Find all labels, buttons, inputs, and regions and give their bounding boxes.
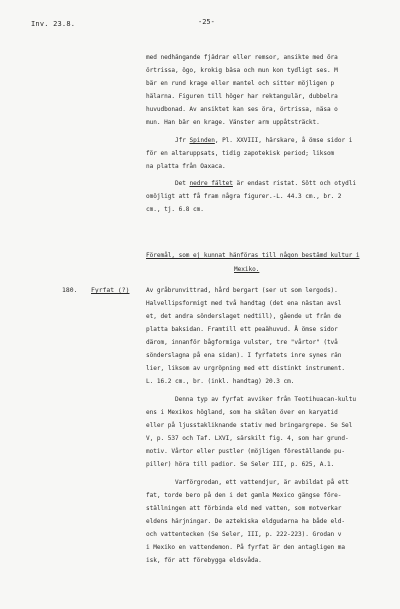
text-line: Denna typ av fyrfat avviker från Teotihuacan-kultu	[175, 396, 356, 403]
text-line: hälarna. Figuren till höger har rektangulär, dubbelra	[146, 93, 338, 100]
text-line: platta baksidan. Framtill ett peaähuvud. Å ömse sidor	[146, 326, 338, 333]
emphasis-term: nedre fältet	[189, 180, 233, 187]
text-fragment: Jfr	[175, 137, 190, 144]
text-line: eldens härjningar. De aztekiska eldgudarna ha både eld-	[146, 518, 346, 525]
text-line: mun. Han bär en krage. Vänster arm uppåtsträckt.	[146, 119, 320, 126]
page-number: -25-	[198, 18, 215, 26]
text-line: isk, för att förebygga eldsvåda.	[146, 557, 262, 564]
text-line	[175, 137, 352, 144]
text-line: i Mexiko en vattendemon. På fyrfat är den antagligen ma	[146, 544, 346, 551]
section-heading: Mexiko.	[234, 266, 260, 273]
entry-term: Fyrfat (?)	[91, 286, 130, 294]
text-line: för en altaruppsats, tidig zapotekisk period; liksom	[146, 150, 335, 157]
text-line	[175, 180, 356, 187]
entry-number: 180.	[62, 286, 78, 294]
text-line: sönderslagna på ena sidan). I fyrfatets inre synes rän	[146, 352, 342, 359]
inventory-number: Inv. 23.8.	[31, 20, 76, 28]
author-reference: Spinden	[189, 137, 215, 144]
text-fragment: Det	[175, 180, 190, 187]
section-heading: Föremål, som ej kunnat hänföras till någon bestämd kultur i	[146, 252, 360, 259]
text-line: cm., tj. 6.8 cm.	[146, 206, 204, 213]
text-line: och vattentecken (Se Seler, III, p. 222-223). Grodan v	[146, 531, 342, 538]
text-line: omöjligt att få fram några figurer.-L. 44.3 cm., br. 2	[146, 193, 342, 200]
text-line: med nedhängande fjädrar eller remsor, ansikte med öra	[146, 54, 338, 61]
text-line: huvudbonad. Av ansiktet kan ses öra, örtrissa, näsa o	[146, 106, 338, 113]
text-line: eller på ljusstakliknande stativ med bringargrepe. Se Sel	[146, 422, 353, 429]
text-line: na platta från Oaxaca.	[146, 163, 226, 170]
text-line: fat, torde bero på den i det gamla Mexico gängse före-	[146, 492, 342, 499]
text-fragment: , Pl. XXVIII, härskare, å ömse sidor i	[214, 137, 353, 144]
text-line: ens i Mexikos högland, som ha skålen över en karyatid	[146, 409, 338, 416]
text-line: piller) höra till padior. Se Seler III, p. 625, A.1.	[146, 461, 335, 468]
text-line: Av gråbrunvittrad, hård bergart (ser ut som lergods).	[146, 287, 338, 294]
text-line: därom, innanför bågformiga vulster, tre "vårtor" (två	[146, 339, 338, 346]
text-line: bär en rund krage eller mantel och sitter möjligen p	[146, 80, 335, 87]
text-line: örtrissa, ögo, krokig bäsa och mun kon tydligt ses. M	[146, 67, 338, 74]
text-line: Halvellipsformigt med två handtag (det ena nästan avsl	[146, 300, 342, 307]
text-line: lier, liksom av urgröpning med ett distinkt instrument.	[146, 365, 346, 372]
text-line: et, det andra sönderslaget nedtill), gående ut från de	[146, 313, 342, 320]
text-line: V, p. 537 och Taf. LXVI, särskilt fig. 4, som har grund-	[146, 435, 349, 442]
text-line: ställningen att förbinda eld med vatten, som motverkar	[146, 505, 342, 512]
text-line: Varförgrodan, ett vattendjur, är avbildat på ett	[175, 479, 349, 486]
text-fragment: är endast ristat. Sött och otydli	[232, 180, 356, 187]
text-line: motiv. Vårtor eller pustler (möjligen föreställande pu-	[146, 448, 346, 455]
text-line: L. 16.2 cm., br. (inkl. handtag) 20.3 cm.	[146, 378, 295, 385]
